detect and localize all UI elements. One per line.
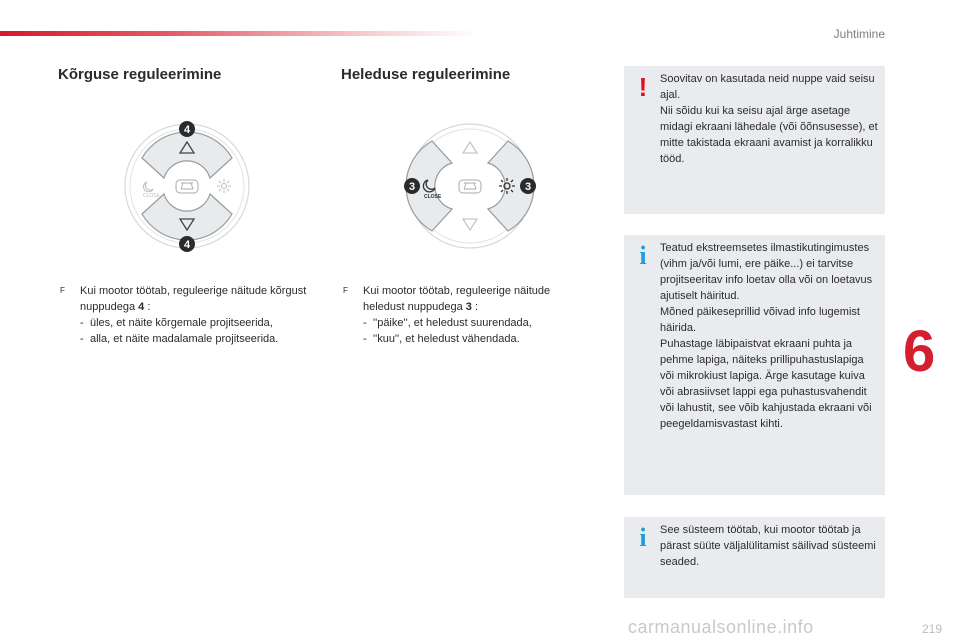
display-icon [176, 180, 198, 193]
note-text: Puhastage läbipaistvat ekraani puhta ja pehme lapiga, näiteks prillipuhastuslapiga või mikrokiust lapiga. Ärge kasutage kuiva või abrasiivset lappi ega puhastusvahendit või lahustit, see võib kahjustada ekraani või peegeldamisvastast kihti. [660, 338, 872, 430]
info-icon: i [639, 523, 647, 552]
up-arrow-icon [463, 142, 477, 153]
callout-4-top [179, 121, 195, 137]
note-text: Teatud ekstreemsetes ilmastikutingimustes (vihm ja/või lumi, ere päike...) ei tarvitse projitseeritav info loetav olla või on loetavus ajutiselt häiritud. [660, 242, 873, 302]
bullet-icon: F [60, 286, 65, 295]
display-icon [459, 180, 481, 193]
list-item: - ''kuu'', et heledust vähendada. [363, 333, 520, 345]
instruction-text: Kui mootor töötab, reguleerige näitude kõrgust nuppudega [80, 285, 307, 313]
list-item: - alla, et näite madalamale projitseerida. [80, 333, 279, 345]
bullet-icon: F [343, 286, 348, 295]
brightness-buttons-diagram [404, 120, 536, 252]
info-note-visibility [624, 235, 885, 495]
moon-icon [144, 182, 153, 192]
warning-note [624, 66, 885, 214]
chapter-number: 6 [903, 319, 936, 384]
svg-text:4: 4 [183, 124, 191, 136]
svg-text:3: 3 [408, 181, 416, 193]
info-icon: i [639, 241, 647, 270]
info-note-settings [624, 517, 885, 598]
heading-height-adjustment: Kõrguse reguleerimine [58, 66, 222, 83]
down-arrow-icon [463, 219, 477, 230]
callout-4-bottom [179, 236, 195, 252]
button-number: 3 [465, 301, 472, 313]
svg-text:4: 4 [183, 239, 191, 251]
note-text: Nii sõidu kui ka seisu ajal ärge asetage midagi ekraani lähedale (või õõnsusesse), et mitte takistada ekraani avamist ja korralikku tööd. [660, 105, 878, 165]
note-text: See süsteem töötab, kui mootor töötab ja pärast süüte väljalülitamist säilivad süsteemi seaded. [660, 524, 876, 568]
page-number: 219 [921, 622, 942, 636]
height-buttons-diagram [121, 120, 253, 252]
instruction-text: Kui mootor töötab, reguleerige näitude heledust nuppudega [363, 285, 551, 313]
warning-icon: ! [638, 72, 648, 102]
note-text: Mõned päikeseprillid võivad info lugemist häirida. [660, 306, 860, 334]
note-text: Soovitav on kasutada neid nuppe vaid seisu ajal. [660, 73, 875, 101]
brightness-instructions: F Kui mootor töötab, reguleerige näitude heledust nuppudega 3 : - ''päike'', et heledust suurendada, - ''kuu'', et heledust vähendada. [343, 283, 593, 347]
section-label: Juhtimine [833, 27, 885, 41]
list-item: - ''päike'', et heledust suurendada, [363, 317, 532, 329]
callout-3-left [404, 178, 420, 194]
sun-icon [217, 179, 231, 193]
height-instructions: F Kui mootor töötab, reguleerige näitude kõrgust nuppudega 4 : - üles, et näite kõrgemale projitseerida, - alla, et näite madalamale projitseerida. [60, 283, 315, 347]
watermark: carmanualsonline.info [628, 617, 814, 637]
callout-3-right [520, 178, 536, 194]
heading-brightness-adjustment: Heleduse reguleerimine [341, 66, 511, 83]
button-number: 4 [138, 301, 145, 313]
close-label: CLOSE [143, 193, 160, 199]
close-label: CLOSE [424, 194, 442, 200]
list-item: - üles, et näite kõrgemale projitseerida, [80, 317, 273, 329]
svg-text:3: 3 [524, 181, 532, 193]
header-accent-bar [0, 31, 480, 36]
